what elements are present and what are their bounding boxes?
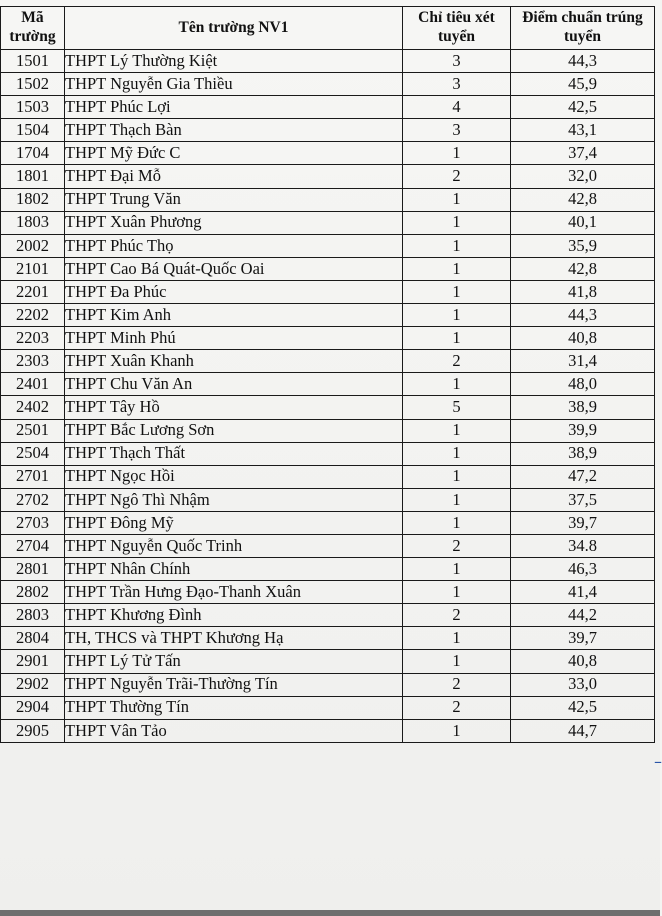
cell-school-name: THPT Phúc Thọ <box>65 234 403 257</box>
table-row <box>1 488 655 511</box>
table-row <box>1 673 655 696</box>
cell-cutoff-score: 35,9 <box>511 234 655 257</box>
cell-school-code: 2002 <box>1 234 65 257</box>
cell-school-name: THPT Đông Mỹ <box>65 511 403 534</box>
cell-cutoff-score: 37,5 <box>511 488 655 511</box>
cell-cutoff-score: 44,3 <box>511 50 655 73</box>
cell-school-name: THPT Trung Văn <box>65 188 403 211</box>
table-row <box>1 581 655 604</box>
cell-school-code: 1704 <box>1 142 65 165</box>
cell-school-name: THPT Thạch Bàn <box>65 119 403 142</box>
cell-cutoff-score: 34.8 <box>511 534 655 557</box>
cell-cutoff-score: 31,4 <box>511 350 655 373</box>
cell-cutoff-score: 48,0 <box>511 373 655 396</box>
cell-quota: 1 <box>403 719 511 742</box>
cell-school-name: THPT Cao Bá Quát-Quốc Oai <box>65 257 403 280</box>
cell-quota: 1 <box>403 488 511 511</box>
table-row <box>1 165 655 188</box>
table-row <box>1 257 655 280</box>
table-row <box>1 465 655 488</box>
cell-school-name: THPT Phúc Lợi <box>65 96 403 119</box>
cell-school-name: THPT Khương Đình <box>65 604 403 627</box>
cell-school-name: THPT Nhân Chính <box>65 558 403 581</box>
cell-school-code: 2303 <box>1 350 65 373</box>
cell-school-code: 2905 <box>1 719 65 742</box>
cell-school-name: TH, THCS và THPT Khương Hạ <box>65 627 403 650</box>
cell-cutoff-score: 44,7 <box>511 719 655 742</box>
header-cutoff-score: Điểm chuẩn trúng tuyển <box>511 7 655 50</box>
cell-school-code: 2704 <box>1 534 65 557</box>
table-row <box>1 396 655 419</box>
cell-cutoff-score: 33,0 <box>511 673 655 696</box>
cell-cutoff-score: 39,7 <box>511 627 655 650</box>
cell-school-name: THPT Bắc Lương Sơn <box>65 419 403 442</box>
table-row <box>1 558 655 581</box>
cell-quota: 2 <box>403 696 511 719</box>
cell-school-name: THPT Lý Tử Tấn <box>65 650 403 673</box>
cell-school-code: 2203 <box>1 327 65 350</box>
cell-school-name: THPT Ngô Thì Nhậm <box>65 488 403 511</box>
cell-school-name: THPT Xuân Khanh <box>65 350 403 373</box>
cell-school-code: 2504 <box>1 442 65 465</box>
cell-school-name: THPT Thường Tín <box>65 696 403 719</box>
cell-school-name: THPT Ngọc Hồi <box>65 465 403 488</box>
cell-cutoff-score: 40,1 <box>511 211 655 234</box>
table-row <box>1 73 655 96</box>
cell-quota: 5 <box>403 396 511 419</box>
cell-school-name: THPT Đa Phúc <box>65 280 403 303</box>
cell-quota: 1 <box>403 650 511 673</box>
cell-school-code: 2701 <box>1 465 65 488</box>
header-quota: Chỉ tiêu xét tuyển <box>403 7 511 50</box>
cell-school-name: THPT Xuân Phương <box>65 211 403 234</box>
cell-school-code: 2902 <box>1 673 65 696</box>
cell-cutoff-score: 32,0 <box>511 165 655 188</box>
cell-cutoff-score: 42,5 <box>511 696 655 719</box>
cell-quota: 3 <box>403 119 511 142</box>
cell-school-code: 1802 <box>1 188 65 211</box>
cell-school-name: THPT Chu Văn An <box>65 373 403 396</box>
cell-school-code: 2501 <box>1 419 65 442</box>
cell-quota: 4 <box>403 96 511 119</box>
cell-cutoff-score: 40,8 <box>511 327 655 350</box>
cell-school-code: 2703 <box>1 511 65 534</box>
cell-cutoff-score: 42,8 <box>511 257 655 280</box>
cell-cutoff-score: 42,5 <box>511 96 655 119</box>
screen-bottom-bar <box>0 910 660 916</box>
cell-cutoff-score: 44,2 <box>511 604 655 627</box>
cell-cutoff-score: 46,3 <box>511 558 655 581</box>
header-row <box>1 7 655 50</box>
table-row <box>1 211 655 234</box>
cell-school-name: THPT Nguyễn Quốc Trinh <box>65 534 403 557</box>
cell-quota: 3 <box>403 50 511 73</box>
cell-school-name: THPT Thạch Thất <box>65 442 403 465</box>
cell-quota: 1 <box>403 442 511 465</box>
cell-school-code: 2202 <box>1 304 65 327</box>
table-row <box>1 511 655 534</box>
cell-cutoff-score: 41,4 <box>511 581 655 604</box>
cell-school-name: THPT Tây Hồ <box>65 396 403 419</box>
cell-school-code: 1501 <box>1 50 65 73</box>
cell-quota: 2 <box>403 165 511 188</box>
cell-school-name: THPT Minh Phú <box>65 327 403 350</box>
cell-school-code: 1503 <box>1 96 65 119</box>
cell-school-code: 1502 <box>1 73 65 96</box>
table-row <box>1 142 655 165</box>
cell-school-name: THPT Lý Thường Kiệt <box>65 50 403 73</box>
table-header <box>1 7 655 50</box>
admission-scores-table <box>0 6 655 743</box>
cell-quota: 1 <box>403 373 511 396</box>
table-row <box>1 50 655 73</box>
cell-school-name: THPT Mỹ Đức C <box>65 142 403 165</box>
cell-quota: 1 <box>403 327 511 350</box>
cell-cutoff-score: 47,2 <box>511 465 655 488</box>
cell-school-name: THPT Nguyễn Trãi-Thường Tín <box>65 673 403 696</box>
table-row <box>1 119 655 142</box>
table-row <box>1 604 655 627</box>
cell-quota: 1 <box>403 211 511 234</box>
cell-school-code: 2401 <box>1 373 65 396</box>
cell-school-code: 2804 <box>1 627 65 650</box>
cell-quota: 1 <box>403 280 511 303</box>
cell-cutoff-score: 39,9 <box>511 419 655 442</box>
table-row <box>1 696 655 719</box>
cell-quota: 1 <box>403 257 511 280</box>
table-row <box>1 719 655 742</box>
table-row <box>1 442 655 465</box>
table-row <box>1 534 655 557</box>
table-row <box>1 188 655 211</box>
cell-school-name: THPT Nguyễn Gia Thiều <box>65 73 403 96</box>
cell-cutoff-score: 41,8 <box>511 280 655 303</box>
cell-quota: 2 <box>403 534 511 557</box>
cell-quota: 1 <box>403 304 511 327</box>
cell-school-code: 1803 <box>1 211 65 234</box>
cell-school-name: THPT Đại Mỗ <box>65 165 403 188</box>
table-row <box>1 304 655 327</box>
cell-school-code: 2803 <box>1 604 65 627</box>
cell-quota: 1 <box>403 234 511 257</box>
cell-quota: 1 <box>403 511 511 534</box>
cell-school-code: 1504 <box>1 119 65 142</box>
cell-school-name: THPT Vân Tảo <box>65 719 403 742</box>
cell-quota: 2 <box>403 604 511 627</box>
cell-quota: 1 <box>403 558 511 581</box>
cell-quota: 2 <box>403 350 511 373</box>
cell-cutoff-score: 38,9 <box>511 442 655 465</box>
table-row <box>1 96 655 119</box>
cell-cutoff-score: 43,1 <box>511 119 655 142</box>
cell-quota: 2 <box>403 673 511 696</box>
cell-quota: 1 <box>403 142 511 165</box>
cell-cutoff-score: 45,9 <box>511 73 655 96</box>
cell-school-code: 2702 <box>1 488 65 511</box>
cell-school-code: 2801 <box>1 558 65 581</box>
table-row <box>1 627 655 650</box>
cell-school-name: THPT Trần Hưng Đạo-Thanh Xuân <box>65 581 403 604</box>
cell-quota: 1 <box>403 627 511 650</box>
header-school-code: Mã trường <box>1 7 65 50</box>
cell-quota: 3 <box>403 73 511 96</box>
cell-school-code: 1801 <box>1 165 65 188</box>
cell-cutoff-score: 37,4 <box>511 142 655 165</box>
cell-quota: 1 <box>403 419 511 442</box>
cell-school-code: 2904 <box>1 696 65 719</box>
cell-cutoff-score: 38,9 <box>511 396 655 419</box>
cell-quota: 1 <box>403 188 511 211</box>
cell-cutoff-score: 44,3 <box>511 304 655 327</box>
cell-cutoff-score: 39,7 <box>511 511 655 534</box>
table-row <box>1 373 655 396</box>
cell-cutoff-score: 40,8 <box>511 650 655 673</box>
table-row <box>1 327 655 350</box>
cell-school-name: THPT Kim Anh <box>65 304 403 327</box>
cell-school-code: 2201 <box>1 280 65 303</box>
cell-school-code: 2101 <box>1 257 65 280</box>
cell-school-code: 2802 <box>1 581 65 604</box>
header-school-name: Tên trường NV1 <box>65 7 403 50</box>
table-row <box>1 280 655 303</box>
edge-ink-mark: – <box>654 752 662 771</box>
table-row <box>1 650 655 673</box>
cell-cutoff-score: 42,8 <box>511 188 655 211</box>
table-row <box>1 350 655 373</box>
cell-quota: 1 <box>403 465 511 488</box>
table-body <box>1 50 655 743</box>
cell-school-code: 2901 <box>1 650 65 673</box>
cell-school-code: 2402 <box>1 396 65 419</box>
cell-quota: 1 <box>403 581 511 604</box>
table-row <box>1 234 655 257</box>
table-row <box>1 419 655 442</box>
